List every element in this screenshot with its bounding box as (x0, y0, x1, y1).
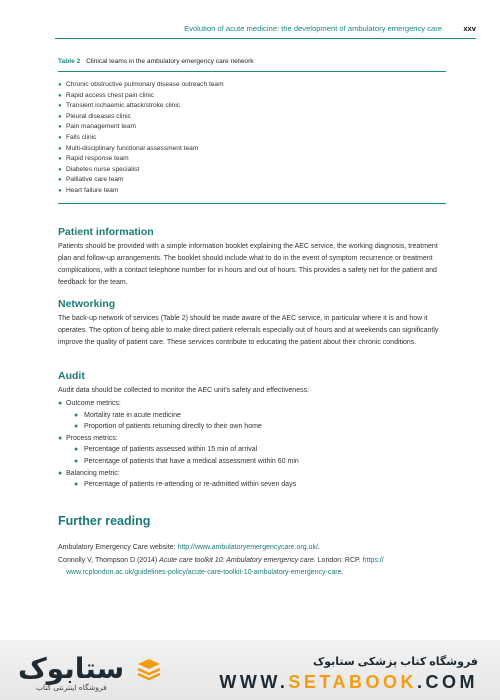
section-heading: Patient information (58, 226, 154, 238)
page-number: xxv (463, 24, 476, 33)
book-stack-icon (136, 656, 162, 687)
list-item: ● Pain management team (58, 123, 137, 131)
section-paragraph: The back-up network of services (Table 2) should be made aware of the AEC service, in particular where it is and how it operates. The option of being able to make direct patient referrals especially out of hours and at weekends can significantly improve the quality of patient care. These services contribute to educating the patient about their chronic conditions. (58, 315, 439, 347)
store-name: فروشگاه کتاب پزشکی ستابوک (312, 656, 478, 668)
list-item: ● Mortality rate in acute medicine (74, 411, 181, 419)
list-item: ● Proportion of patients returning directly to their own home (74, 423, 262, 431)
logo-tagline: فروشگاه اینترنتی کتاب (36, 683, 107, 692)
table-top-rule (58, 71, 446, 72)
list-item: ● Chronic obstructive pulmonary disease outreach team (58, 81, 224, 88)
section-patient-information (58, 226, 446, 289)
reference-link[interactable]: www.rcplondon.ac.uk/guidelines-policy/acute-care-toolkit-10-ambulatory-emergency-care (66, 568, 342, 576)
list-item: ● Falls clinic (58, 133, 97, 141)
logo-wordmark: ستابوک (18, 653, 125, 684)
audit-intro: Audit data should be collected to monitor the AEC unit's safety and effectiveness: (58, 387, 310, 394)
list-item: ● Transient ischaemic attack/stroke clinic (58, 102, 181, 110)
table-item-list (58, 80, 446, 197)
list-item: ● Rapid access chest pain clinic (58, 91, 154, 99)
section-paragraph: Patients should be provided with a simple information booklet explaining the AEC service, the working diagnosis, treatment plan and follow-up arrangements. The booklet should include what to do in the event of symptom recurrence or treatment complications, with a contact telephone number for in hours and out of hours. This provides a safety net for the patient and feedback for the team. (58, 243, 438, 287)
table-bottom-rule (58, 203, 446, 204)
list-item: ● Diabetes nurse specialist (58, 165, 140, 173)
table-2 (58, 58, 446, 212)
section-heading: Networking (58, 298, 116, 310)
section-heading: Audit (58, 370, 85, 382)
table-caption-text: Clinical teams in the ambulatory emergency care network (86, 58, 254, 65)
reference-1: Ambulatory Emergency Care website: http://www.ambulatoryemergencycare.org.uk/. (58, 544, 320, 551)
table-label: Table 2 (58, 58, 81, 65)
list-item: ● Outcome metrics: ● Mortality rate in acute medicine ● Proportion of patients returning directly to their own home (58, 398, 446, 433)
list-item: ● Percentage of patients that have a medical assessment within 60 min (74, 458, 299, 466)
reference-2: Connolly V, Thompson D (2014) Acute care toolkit 10: Ambulatory emergency care. London: RCP. https:// www.rcplondon.ac.uk/guidelines-policy/acute-care-toolkit-10-ambulatory-emergency-care. (58, 557, 384, 576)
list-item: ● Heart failure team (58, 186, 119, 194)
reference-link[interactable]: http://www.ambulatoryemergencycare.org.uk/ (177, 544, 318, 551)
section-audit (58, 370, 446, 491)
reference-link[interactable]: https:// (362, 557, 384, 565)
list-item: ● Palliative care team (58, 176, 124, 184)
section-heading: Further reading (58, 514, 151, 528)
section-further-reading (58, 514, 446, 578)
list-item: ● Percentage of patients assessed within 15 min of arrival (74, 446, 258, 454)
audit-metric-list (58, 398, 446, 491)
list-item: ● Percentage of patients re-attending or re-admitted within seven days (74, 481, 297, 489)
section-networking (58, 298, 446, 349)
list-item: ● Pleural diseases clinic (58, 112, 131, 120)
list-item: ● Process metrics: ● Percentage of patients assessed within 15 min of arrival ● Percentage of patients that have a medical assessment within 60 min (58, 433, 446, 468)
list-item: ● Balancing metric: ● Percentage of patients re-attending or re-admitted within seven days (58, 468, 446, 491)
header-rule (55, 38, 476, 39)
store-url[interactable]: WWW.SETABOOK.COM (219, 672, 478, 692)
running-title: Evolution of acute medicine: the development of ambulatory emergency care (184, 24, 442, 33)
table-caption (58, 58, 446, 65)
running-header (0, 24, 500, 38)
list-item: ● Multi-disciplinary functional assessment team (58, 144, 199, 152)
watermark-banner (0, 640, 500, 700)
list-item: ● Rapid response team (58, 155, 129, 163)
store-logo (18, 650, 168, 694)
